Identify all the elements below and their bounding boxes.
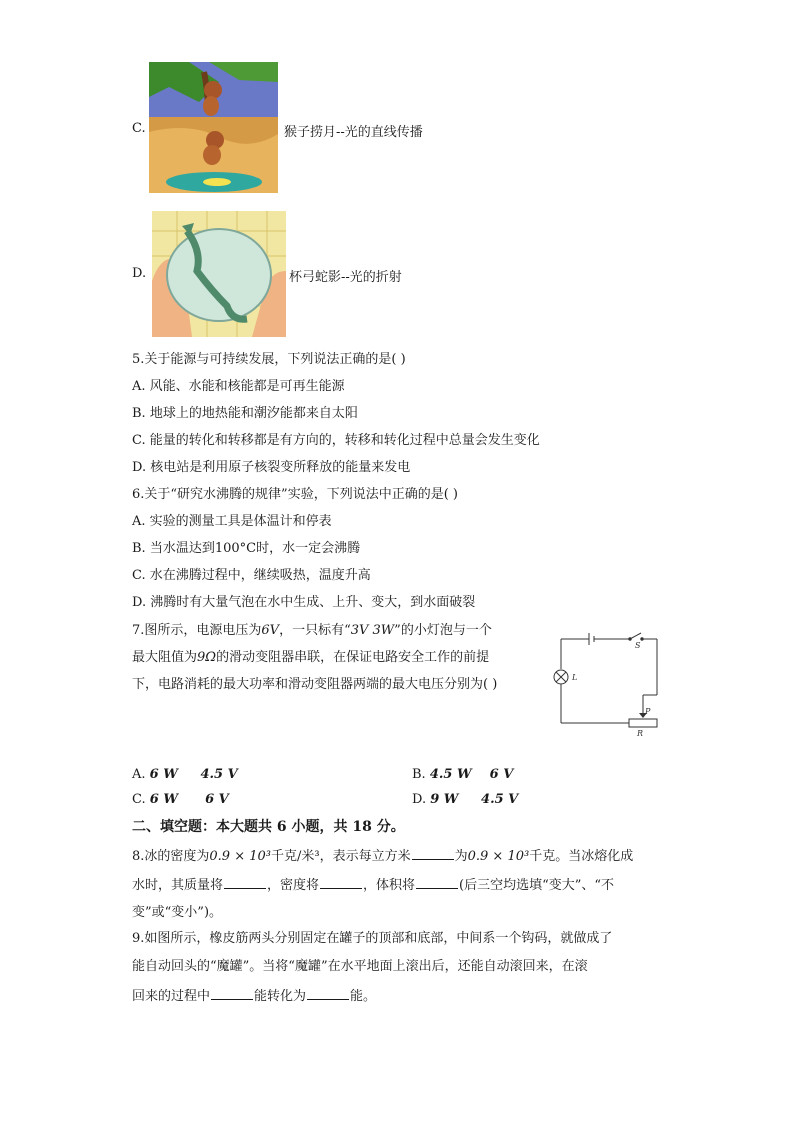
q7-stem-line2: 最大阻值为9Ω的滑动变阻器串联，在保证电路安全工作的前提 [132,650,490,665]
q6-option-d: D. 沸腾时有大量气泡在水中生成、上升、变大，到水面破裂 [132,595,476,610]
q9-line2: 能自动回头的“魔罐”。当将“魔罐”在水平地面上滚出后，还能自动滚回来，在滚 [132,959,588,974]
q8-blank-3[interactable] [320,875,362,889]
q9-line1: 9.如图所示，橡皮筋两头分别固定在罐子的顶部和底部，中间系一个钩码，就做成了 [132,931,613,946]
q7-option-b: B. 4.5 W 6 V [412,767,514,782]
option-d-caption: 杯弓蛇影--光的折射 [289,270,402,285]
option-d-letter: D. [132,266,147,281]
q8-blank-2[interactable] [224,875,266,889]
q8-line3: 变”或“变小”)。 [132,905,223,920]
q7-option-a: A. 6 W 4.5 V [132,767,238,782]
cup-snake-illustration [152,211,286,337]
q8-line2: 水时，其质量将 ，密度将 ，体积将 (后三空均选填“变大”、“不 [132,875,614,895]
q7-stem-line3: 下，电路消耗的最大功率和滑动变阻器两端的最大电压分别为( ) [132,677,498,692]
q6-stem: 6.关于“研究水沸腾的规律”实验，下列说法中正确的是( ) [132,487,458,502]
monkey-moon-illustration [149,62,278,193]
q8-line1: 8.冰的密度为0.9 × 10³千克/米³，表示每立方米 为0.9 × 10³千克。当冰熔化成 [132,846,633,866]
q5-option-a: A. 风能、水能和核能都是可再生能源 [132,379,345,394]
option-c-caption: 猴子捞月--光的直线传播 [284,125,423,140]
q7-option-d: D. 9 W 4.5 V [412,792,519,807]
q5-option-d: D. 核电站是利用原子核裂变所释放的能量来发电 [132,460,411,475]
q9-line3: 回来的过程中 能转化为 能。 [132,986,376,1006]
q8-blank-1[interactable] [412,846,454,860]
option-c-letter: C. [132,121,146,136]
section-2-title: 二、填空题：本大题共 6 小题，共 18 分。 [132,819,405,835]
q5-option-c: C. 能量的转化和转移都是有方向的，转移和转化过程中总量会发生变化 [132,433,540,448]
q7-stem-line1: 7.图所示，电源电压为6V，一只标有“3V 3W”的小灯泡与一个 [132,623,492,638]
q9-blank-2[interactable] [307,986,349,1000]
q6-option-a: A. 实验的测量工具是体温计和停表 [132,514,332,529]
lamp-label: L [572,673,578,682]
q6-option-b: B. 当水温达到100°C时，水一定会沸腾 [132,541,361,556]
q7-option-c: C. 6 W 6 V [132,792,229,807]
circuit-diagram [553,627,665,739]
slider-label: P [645,707,651,716]
q9-blank-1[interactable] [211,986,253,1000]
q5-option-b: B. 地球上的地热能和潮汐能都来自太阳 [132,406,358,421]
q5-stem: 5.关于能源与可持续发展，下列说法正确的是( ) [132,352,406,367]
q6-option-c: C. 水在沸腾过程中，继续吸热，温度升高 [132,568,371,583]
resistor-label: R [637,729,644,738]
q8-blank-4[interactable] [416,875,458,889]
switch-label: S [635,641,641,650]
